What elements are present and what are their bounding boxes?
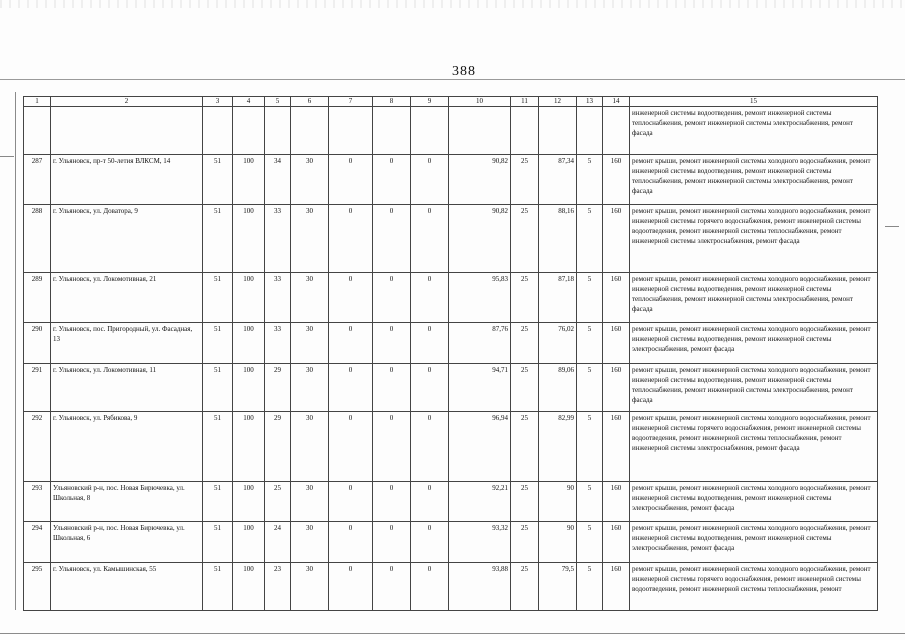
value-cell-c8: 0 (373, 273, 411, 323)
value-cell-c3: 51 (203, 412, 233, 482)
value-cell-c4: 100 (233, 412, 265, 482)
works-cell: ремонт крыши, ремонт инженерной системы холодного водоснабжения, ремонт инженерной системы водоотведения, ремонт инженерной системы теплоснабжения, ремонт инженерной системы электроснабжения, ремонт фасада (630, 273, 878, 323)
table-cell (265, 107, 291, 155)
value-cell-c8: 0 (373, 323, 411, 364)
value-cell-c4: 100 (233, 563, 265, 611)
works-cell: ремонт крыши, ремонт инженерной системы холодного водоснабжения, ремонт инженерной системы горячего водоснабжения, ремонт инженерной системы водоотведения, ремонт инженерной системы теплоснабжения, ремонт инженерной системы электроснабжения, ремонт фасада (630, 205, 878, 273)
column-header-9: 9 (411, 97, 449, 107)
value-cell-c13: 5 (577, 273, 603, 323)
column-header-10: 10 (449, 97, 511, 107)
value-cell-c12: 76,02 (539, 323, 577, 364)
value-cell-c6: 30 (291, 482, 329, 522)
table-cell (373, 107, 411, 155)
address-cell: г. Ульяновск, пос. Пригородный, ул. Фасадная, 13 (51, 323, 203, 364)
continuation-row (24, 107, 878, 155)
value-cell-c6: 30 (291, 522, 329, 563)
value-cell-c9: 0 (411, 412, 449, 482)
column-header-6: 6 (291, 97, 329, 107)
column-header-8: 8 (373, 97, 411, 107)
value-cell-c12: 82,99 (539, 412, 577, 482)
bottom-margin-line (0, 633, 905, 634)
column-header-1: 1 (24, 97, 51, 107)
value-cell-c7: 0 (329, 412, 373, 482)
value-cell-c11: 25 (511, 364, 539, 412)
table-cell (603, 107, 630, 155)
value-cell-c9: 0 (411, 364, 449, 412)
value-cell-c10: 93,32 (449, 522, 511, 563)
scan-mark (0, 156, 14, 157)
table-cell (411, 107, 449, 155)
row-number-cell: 287 (24, 155, 51, 205)
fold-line (0, 79, 905, 80)
value-cell-c9: 0 (411, 273, 449, 323)
scan-artifact-top (0, 0, 905, 8)
table-cell (511, 107, 539, 155)
value-cell-c5: 33 (265, 323, 291, 364)
works-cell: ремонт крыши, ремонт инженерной системы холодного водоснабжения, ремонт инженерной системы горячего водоснабжения, ремонт инженерной системы водоотведения, ремонт инженерной системы теплоснабжения, ремонт инженерной системы электроснабжения, ремонт фасада (630, 412, 878, 482)
value-cell-c6: 30 (291, 273, 329, 323)
value-cell-c13: 5 (577, 364, 603, 412)
value-cell-c8: 0 (373, 205, 411, 273)
column-header-11: 11 (511, 97, 539, 107)
table-row (24, 205, 878, 273)
table-row (24, 522, 878, 563)
value-cell-c13: 5 (577, 563, 603, 611)
value-cell-c5: 23 (265, 563, 291, 611)
value-cell-c8: 0 (373, 364, 411, 412)
value-cell-c3: 51 (203, 273, 233, 323)
column-header-3: 3 (203, 97, 233, 107)
value-cell-c13: 5 (577, 205, 603, 273)
table-row (24, 412, 878, 482)
value-cell-c9: 0 (411, 522, 449, 563)
value-cell-c14: 160 (603, 364, 630, 412)
value-cell-c4: 100 (233, 323, 265, 364)
value-cell-c12: 87,34 (539, 155, 577, 205)
value-cell-c13: 5 (577, 522, 603, 563)
address-cell: Ульяновский р-н, пос. Новая Бирючевка, ул. Школьная, 8 (51, 482, 203, 522)
column-header-14: 14 (603, 97, 630, 107)
row-number-cell: 292 (24, 412, 51, 482)
value-cell-c7: 0 (329, 155, 373, 205)
value-cell-c6: 30 (291, 364, 329, 412)
table-row (24, 323, 878, 364)
column-header-5: 5 (265, 97, 291, 107)
value-cell-c10: 93,88 (449, 563, 511, 611)
scan-mark (885, 226, 899, 227)
table-cell (449, 107, 511, 155)
value-cell-c10: 92,21 (449, 482, 511, 522)
value-cell-c3: 51 (203, 522, 233, 563)
header-row (24, 97, 878, 107)
row-number-cell: 295 (24, 563, 51, 611)
row-number-cell: 289 (24, 273, 51, 323)
value-cell-c14: 160 (603, 323, 630, 364)
table-row (24, 364, 878, 412)
value-cell-c13: 5 (577, 412, 603, 482)
value-cell-c9: 0 (411, 155, 449, 205)
table-cell (51, 107, 203, 155)
value-cell-c5: 25 (265, 482, 291, 522)
address-cell: г. Ульяновск, ул. Рябикова, 9 (51, 412, 203, 482)
row-number-cell: 290 (24, 323, 51, 364)
value-cell-c11: 25 (511, 563, 539, 611)
value-cell-c3: 51 (203, 563, 233, 611)
works-cell: ремонт крыши, ремонт инженерной системы холодного водоснабжения, ремонт инженерной системы водоотведения, ремонт инженерной системы электроснабжения, ремонт фасада (630, 323, 878, 364)
value-cell-c4: 100 (233, 364, 265, 412)
value-cell-c6: 30 (291, 563, 329, 611)
left-margin-line (15, 92, 16, 610)
table-cell (233, 107, 265, 155)
value-cell-c3: 51 (203, 205, 233, 273)
table-cell (539, 107, 577, 155)
column-header-12: 12 (539, 97, 577, 107)
table-cell (24, 107, 51, 155)
address-cell: г. Ульяновск, ул. Локомотивная, 21 (51, 273, 203, 323)
value-cell-c8: 0 (373, 563, 411, 611)
value-cell-c10: 90,82 (449, 205, 511, 273)
value-cell-c12: 90 (539, 522, 577, 563)
value-cell-c6: 30 (291, 155, 329, 205)
value-cell-c7: 0 (329, 364, 373, 412)
value-cell-c14: 160 (603, 412, 630, 482)
value-cell-c13: 5 (577, 323, 603, 364)
column-header-4: 4 (233, 97, 265, 107)
table-row (24, 273, 878, 323)
page-number: 388 (452, 64, 476, 79)
value-cell-c14: 160 (603, 522, 630, 563)
value-cell-c9: 0 (411, 563, 449, 611)
value-cell-c12: 89,06 (539, 364, 577, 412)
table-row (24, 155, 878, 205)
column-header-13: 13 (577, 97, 603, 107)
repair-program-table (23, 96, 878, 611)
value-cell-c5: 33 (265, 205, 291, 273)
value-cell-c4: 100 (233, 482, 265, 522)
value-cell-c3: 51 (203, 323, 233, 364)
row-number-cell: 294 (24, 522, 51, 563)
value-cell-c11: 25 (511, 482, 539, 522)
value-cell-c11: 25 (511, 412, 539, 482)
value-cell-c12: 87,18 (539, 273, 577, 323)
works-cell: инженерной системы водоотведения, ремонт инженерной системы теплоснабжения, ремонт инженерной системы электроснабжения, ремонт фасада (630, 107, 878, 155)
works-cell: ремонт крыши, ремонт инженерной системы холодного водоснабжения, ремонт инженерной системы водоотведения, ремонт инженерной системы электроснабжения, ремонт фасада (630, 522, 878, 563)
value-cell-c12: 79,5 (539, 563, 577, 611)
table-row (24, 482, 878, 522)
value-cell-c4: 100 (233, 155, 265, 205)
address-cell: г. Ульяновск, ул. Доватора, 9 (51, 205, 203, 273)
value-cell-c11: 25 (511, 205, 539, 273)
column-header-7: 7 (329, 97, 373, 107)
value-cell-c8: 0 (373, 482, 411, 522)
value-cell-c7: 0 (329, 273, 373, 323)
value-cell-c3: 51 (203, 364, 233, 412)
value-cell-c9: 0 (411, 482, 449, 522)
address-cell: г. Ульяновск, ул. Локомотивная, 11 (51, 364, 203, 412)
value-cell-c14: 160 (603, 155, 630, 205)
value-cell-c10: 95,83 (449, 273, 511, 323)
value-cell-c13: 5 (577, 155, 603, 205)
table-cell (291, 107, 329, 155)
value-cell-c6: 30 (291, 323, 329, 364)
value-cell-c5: 24 (265, 522, 291, 563)
value-cell-c14: 160 (603, 563, 630, 611)
table-row (24, 563, 878, 611)
value-cell-c8: 0 (373, 522, 411, 563)
works-cell: ремонт крыши, ремонт инженерной системы холодного водоснабжения, ремонт инженерной системы горячего водоснабжения, ремонт инженерной системы водоотведения, ремонт инженерной системы теплоснабжения, ремонт (630, 563, 878, 611)
value-cell-c4: 100 (233, 273, 265, 323)
value-cell-c6: 30 (291, 205, 329, 273)
row-number-cell: 291 (24, 364, 51, 412)
value-cell-c10: 90,82 (449, 155, 511, 205)
value-cell-c10: 96,94 (449, 412, 511, 482)
address-cell: Ульяновский р-н, пос. Новая Бирючевка, ул. Школьная, 6 (51, 522, 203, 563)
value-cell-c5: 29 (265, 412, 291, 482)
works-cell: ремонт крыши, ремонт инженерной системы холодного водоснабжения, ремонт инженерной системы водоотведения, ремонт инженерной системы электроснабжения, ремонт фасада (630, 482, 878, 522)
value-cell-c13: 5 (577, 482, 603, 522)
works-cell: ремонт крыши, ремонт инженерной системы холодного водоснабжения, ремонт инженерной системы водоотведения, ремонт инженерной системы теплоснабжения, ремонт инженерной системы электроснабжения, ремонт фасада (630, 155, 878, 205)
column-header-15: 15 (630, 97, 878, 107)
row-number-cell: 288 (24, 205, 51, 273)
value-cell-c3: 51 (203, 155, 233, 205)
value-cell-c11: 25 (511, 273, 539, 323)
table-cell (203, 107, 233, 155)
value-cell-c14: 160 (603, 273, 630, 323)
value-cell-c14: 160 (603, 482, 630, 522)
value-cell-c7: 0 (329, 482, 373, 522)
value-cell-c12: 88,16 (539, 205, 577, 273)
value-cell-c14: 160 (603, 205, 630, 273)
value-cell-c8: 0 (373, 412, 411, 482)
value-cell-c10: 94,71 (449, 364, 511, 412)
value-cell-c7: 0 (329, 563, 373, 611)
value-cell-c5: 33 (265, 273, 291, 323)
column-header-2: 2 (51, 97, 203, 107)
value-cell-c7: 0 (329, 522, 373, 563)
value-cell-c9: 0 (411, 205, 449, 273)
value-cell-c6: 30 (291, 412, 329, 482)
value-cell-c7: 0 (329, 205, 373, 273)
value-cell-c4: 100 (233, 205, 265, 273)
table-cell (329, 107, 373, 155)
table-cell (577, 107, 603, 155)
value-cell-c5: 34 (265, 155, 291, 205)
value-cell-c11: 25 (511, 155, 539, 205)
value-cell-c5: 29 (265, 364, 291, 412)
value-cell-c7: 0 (329, 323, 373, 364)
value-cell-c8: 0 (373, 155, 411, 205)
value-cell-c4: 100 (233, 522, 265, 563)
row-number-cell: 293 (24, 482, 51, 522)
address-cell: г. Ульяновск, пр-т 50-летия ВЛКСМ, 14 (51, 155, 203, 205)
value-cell-c10: 87,76 (449, 323, 511, 364)
value-cell-c11: 25 (511, 323, 539, 364)
address-cell: г. Ульяновск, ул. Камышинская, 55 (51, 563, 203, 611)
works-cell: ремонт крыши, ремонт инженерной системы холодного водоснабжения, ремонт инженерной системы водоотведения, ремонт инженерной системы теплоснабжения, ремонт инженерной системы электроснабжения, ремонт фасада (630, 364, 878, 412)
value-cell-c11: 25 (511, 522, 539, 563)
value-cell-c9: 0 (411, 323, 449, 364)
value-cell-c12: 90 (539, 482, 577, 522)
value-cell-c3: 51 (203, 482, 233, 522)
